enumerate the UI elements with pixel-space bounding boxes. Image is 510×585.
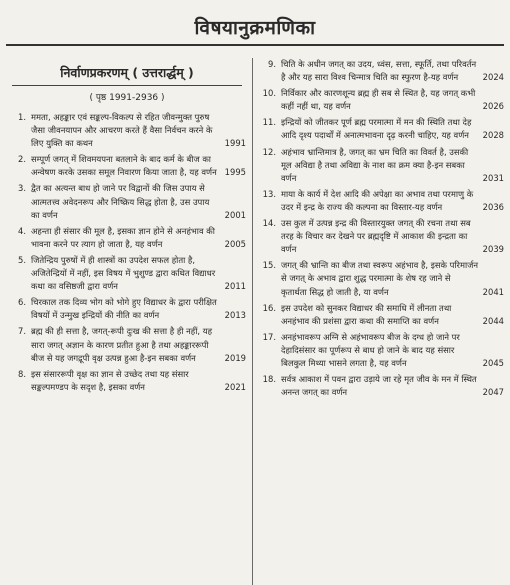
entry-text: चिरकाल तक दिव्य भोग को भोगे हुए विद्याधर के द्वारा परीक्षित विषयों में उन्मुख इन्द्रियों की नीति का वर्णन bbox=[31, 297, 217, 321]
toc-entry bbox=[258, 87, 504, 113]
entry-text: उस कुल में उत्पन्न इन्द्र की विस्तारयुक्त जगत् की रचना तथा सब तरह के विचार कर देखने पर ब्रह्मदृष्टि में आकाश की इन्द्रता का वर्णन bbox=[281, 218, 471, 255]
toc-entry bbox=[258, 146, 504, 185]
entry-number: 17. bbox=[262, 331, 276, 342]
entry-number: 13. bbox=[262, 188, 276, 199]
toc-entry bbox=[258, 58, 504, 84]
entry-number: 2. bbox=[18, 154, 26, 165]
entry-text: अनहंभावरूप अग्नि से अहंभावरूप बीज के दग्ध हो जाने पर देहादिसंसार का पूर्णरूप से बाध हो जाने के बाद यह संसार बिलकुल मिथ्या भासने लगता है, यह वर्णन bbox=[281, 331, 460, 368]
entry-page-number: 2036 bbox=[482, 201, 504, 212]
toc-entry bbox=[258, 373, 504, 399]
entry-page-number: 2001 bbox=[224, 209, 246, 220]
toc-entry bbox=[258, 302, 504, 328]
entry-number: 3. bbox=[18, 183, 26, 194]
entry-text: इस संसाररूपी वृक्ष का ज्ञान से उच्छेद तथा यह संसार सङ्कल्पमण्डप के सदृश है, इसका वर्णन bbox=[31, 368, 189, 392]
entry-page-number: 2047 bbox=[482, 387, 504, 398]
entry-number: 8. bbox=[18, 368, 26, 379]
entry-page-number: 2028 bbox=[482, 130, 504, 141]
entry-number: 14. bbox=[262, 218, 276, 229]
toc-entry bbox=[258, 116, 504, 142]
left-column bbox=[8, 58, 246, 397]
toc-entry bbox=[8, 296, 246, 322]
toc-entry bbox=[258, 331, 504, 370]
entry-text: निर्विकार और कारणशून्य ब्रह्म ही सब से स्थित है, यह जगत् कभी कहीं नहीं था, यह वर्णन bbox=[281, 88, 476, 112]
entry-page-number: 1995 bbox=[224, 167, 246, 178]
entry-number: 16. bbox=[262, 302, 276, 313]
entry-text: सर्वत्र आकाश में पवन द्वारा उड़ाये जा रहे मृत जीव के मन में स्थित अनन्त जगत् का वर्णन bbox=[281, 374, 477, 398]
section-title: निर्वाणप्रकरणम् ( उत्तरार्द्धम् ) bbox=[60, 65, 194, 80]
entry-number: 4. bbox=[18, 225, 26, 236]
entry-number: 15. bbox=[262, 260, 276, 271]
entry-page-number: 2044 bbox=[482, 315, 504, 326]
section-divider bbox=[12, 85, 242, 86]
entry-text: अहन्ता ही संसार की मूल है, इसका ज्ञान होने से अनहंभाव की भावना करने पर त्याग हो जाता है, यह वर्णन bbox=[31, 225, 215, 249]
title-divider bbox=[6, 44, 504, 46]
entry-page-number: 2013 bbox=[224, 310, 246, 321]
entry-text: ब्रह्म की ही सत्ता है, जगत्-रूपी दुःख की सत्ता है ही नहीं, यह सारा जगत् अज्ञान के कारण प्रतीत हुआ है तथा अहङ्काररूपी बीज से यह जगद्रूपी वृक्ष उत्पन्न हुआ है-इन सबका वर्णन bbox=[31, 326, 213, 363]
entry-number: 11. bbox=[262, 117, 276, 128]
entry-text: इस उपदेश को सुनकर विद्याधर की समाधि में लीनता तथा अनहंभाव की प्रशंसा द्वारा कथा की समाप्ति का वर्णन bbox=[281, 302, 452, 326]
toc-entry bbox=[258, 188, 504, 214]
entry-text: चिति के अधीन जगत् का उदय, ध्वंस, सत्ता, स्फूर्ति, तथा परिवर्तन है और यह सारा विश्व चिन्मात्र चिति का स्फुरण है-यह वर्णन bbox=[281, 59, 477, 83]
left-entry-list bbox=[8, 111, 246, 394]
entry-number: 5. bbox=[18, 254, 26, 265]
entry-number: 1. bbox=[18, 112, 26, 122]
page-title: विषयानुक्रमणिका bbox=[194, 17, 316, 39]
entry-page-number: 2024 bbox=[482, 72, 504, 83]
entry-page-number: 1991 bbox=[224, 138, 246, 149]
toc-entry bbox=[8, 153, 246, 179]
entry-page-number: 2021 bbox=[224, 381, 246, 392]
entry-page-number: 2045 bbox=[482, 357, 504, 368]
entry-page-number: 2026 bbox=[482, 101, 504, 112]
entry-text: जगत् की भ्रान्ति का बीज तथा स्वरूप अहंभाव है, इसके परिमार्जन से जगत् के अभाव द्वारा शुद्ध परमात्मा के शेष रह जाने से कृतार्थता सिद्ध हो जाती है, या वर्णन bbox=[281, 260, 479, 297]
toc-entry bbox=[8, 111, 246, 150]
entry-page-number: 2031 bbox=[482, 172, 504, 183]
entry-page-number: 2011 bbox=[224, 281, 246, 292]
entry-number: 7. bbox=[18, 326, 26, 337]
toc-entry bbox=[8, 182, 246, 221]
entry-number: 12. bbox=[262, 146, 276, 157]
toc-entry bbox=[258, 217, 504, 256]
entry-text: ममता, अहङ्कार एवं सङ्कल्प-विकल्प से रहित जीवन्मुक्त पुरुष जैसा जीवनयापन और आचरण करते हैं वैसा निर्वचन करने के लिए युक्ति का कथन bbox=[31, 112, 213, 149]
toc-entry bbox=[8, 254, 246, 293]
toc-entry bbox=[8, 368, 246, 394]
column-divider bbox=[252, 58, 253, 585]
entry-number: 10. bbox=[262, 88, 276, 99]
entry-number: 18. bbox=[262, 374, 276, 385]
toc-entry bbox=[8, 325, 246, 364]
right-entry-list bbox=[258, 58, 504, 399]
entry-text: माया के कार्य में देश आदि की अपेक्षा का अभाव तथा परमाणु के उदर में इन्द्र के राज्य की कल्पना का विस्तार-यह वर्णन bbox=[281, 188, 474, 212]
toc-entry bbox=[8, 225, 246, 251]
toc-entry bbox=[258, 259, 504, 298]
entry-page-number: 2019 bbox=[224, 352, 246, 363]
entry-text: जितेन्द्रिय पुरुषों में ही शास्त्रों का उपदेश सफल होता है, अजितेन्द्रियों में नहीं, इस विषय में भुशुण्ड द्वारा कथित विद्याधर कथा का वसिष्ठजी द्वारा वर्णन bbox=[31, 254, 216, 292]
entry-page-number: 2005 bbox=[224, 238, 246, 249]
entry-text: सम्पूर्ण जगत् में शिवमयपना बतलाने के बाद कर्म के बीज का अन्वेषण करके उसका समूल निवारण किया जाता है, यह वर्णन bbox=[31, 154, 217, 178]
page-range: ( पृष्ठ 1991-2936 ) bbox=[89, 93, 165, 103]
entry-page-number: 2039 bbox=[482, 244, 504, 255]
entry-text: द्वैत का अत्यन्त बाध हो जाने पर विद्वानों की जिस उपाय से आत्मतत्त्व अवेदनरूप और निष्क्रिय सिद्ध होता है, उस उपाय का वर्णन bbox=[31, 183, 210, 220]
right-column bbox=[258, 58, 504, 402]
entry-text: अहंभाव भ्रान्तिमात्र है, जगत् का भ्रम चिति का विवर्त है, उसकी मूल अविद्या है तथा अविद्या के नाश का क्रम क्या है-इन सबका वर्णन bbox=[281, 146, 469, 183]
entry-number: 9. bbox=[268, 59, 276, 69]
entry-text: इन्द्रियों को जीतकर पूर्ण ब्रह्म परमात्मा में मन की स्थिति तथा देह आदि दृश्य पदार्थों में अनात्मभावना दृढ़ करनी चाहिए, यह वर्णन bbox=[281, 117, 472, 141]
entry-number: 6. bbox=[18, 297, 26, 308]
entry-page-number: 2041 bbox=[482, 286, 504, 297]
